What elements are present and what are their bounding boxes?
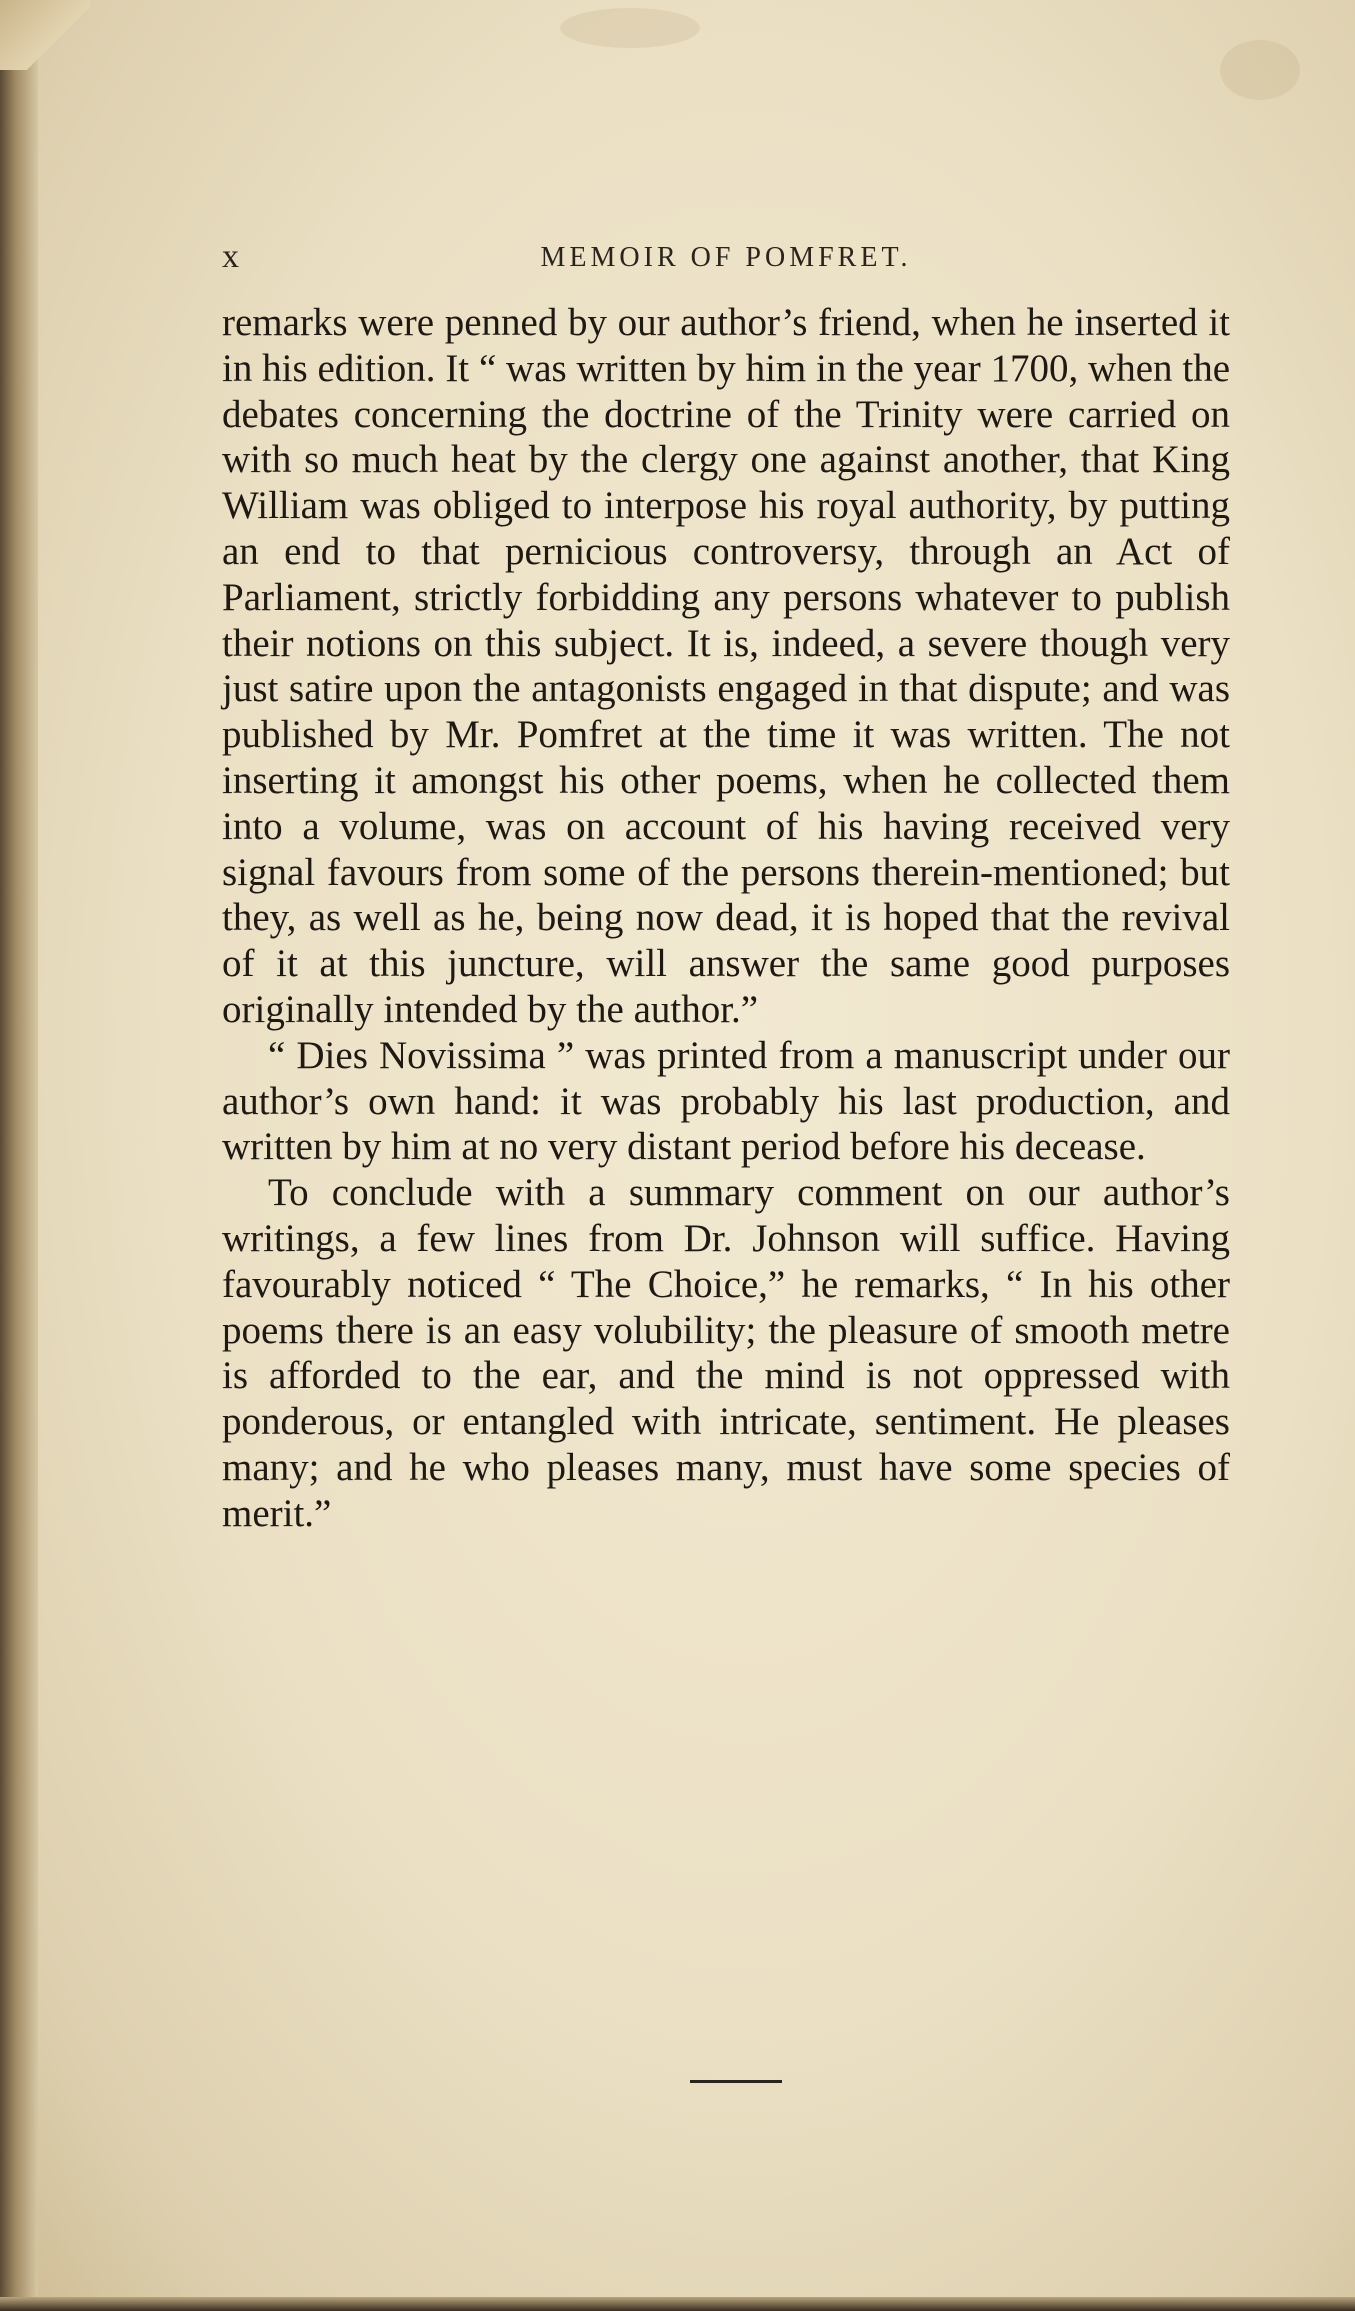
page-header: [222, 238, 1230, 288]
paragraph-3: To conclude with a summary comment on our author’s writings, a few lines from Dr. Johnson will suffice. Having favourably noticed “ The Choice,” he remarks, “ In his other poems there is an easy volubility; the pleasure of smooth metre is afforded to the ear, and the mind is not oppressed with ponderous, or entangled with intricate, sentiment. He pleases many; and he who pleases many, must have some species of merit.”: [222, 1171, 1230, 1535]
body-text: [222, 300, 1230, 1537]
end-rule: [690, 2080, 782, 2083]
running-head: MEMOIR OF POMFRET.: [540, 242, 912, 273]
paper-stain: [560, 8, 700, 48]
corner-fold: [0, 0, 90, 70]
paragraph-2: “ Dies Novissima ” was printed from a manuscript under our author’s own hand: it was probably his last production, and written by him at no very distant period before his decease.: [222, 1033, 1230, 1169]
page-bottom-edge: [0, 2297, 1355, 2311]
paper-stain: [1220, 40, 1300, 100]
page-spine-shadow: [0, 0, 38, 2311]
page-number: x: [222, 238, 241, 275]
paragraph-1: remarks were penned by our author’s friend, when he inserted it in his edition. It “ was written by him in the year 1700, when the debates concerning the doctrine of the Trinity were carried on with so much heat by the clergy one against another, that King William was obliged to interpose his royal authority, by putting an end to that pernicious controversy, through an Act of Parliament, strictly forbidding any persons whatever to publish their notions on this subject. It is, indeed, a severe though very just satire upon the antagonists engaged in that dispute; and was published by Mr. Pomfret at the time it was written. The not inserting it amongst his other poems, when he collected them into a volume, was on account of his having received very signal favours from some of the persons therein-mentioned; but they, as well as he, being now dead, it is hoped that the revival of it at this juncture, will answer the same good purposes originally intended by the author.”: [222, 301, 1230, 1031]
